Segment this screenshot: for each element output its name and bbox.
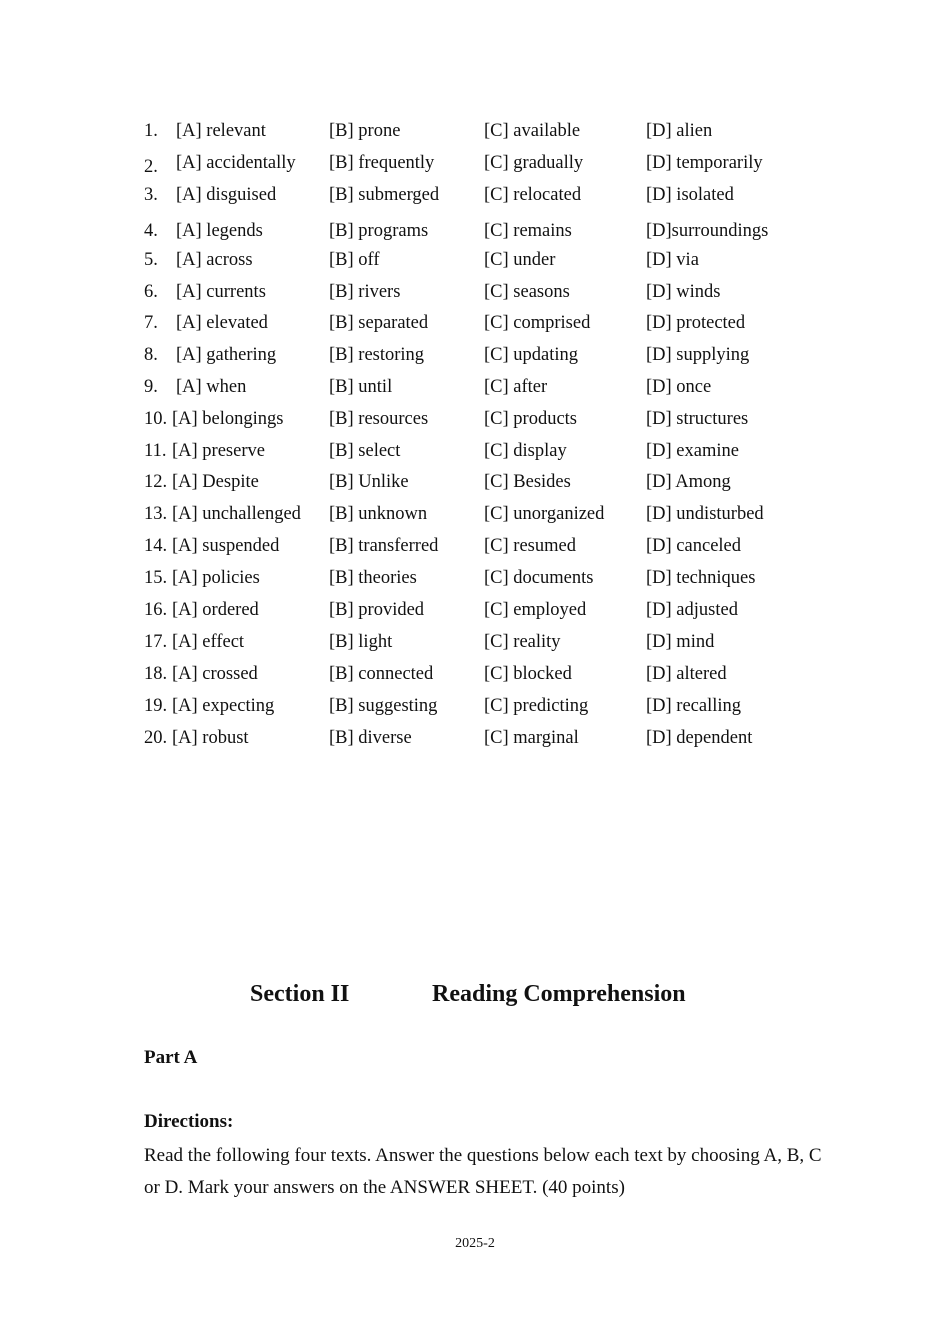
option-c: [C] unorganized	[484, 504, 605, 524]
question-row	[0, 406, 950, 432]
section-label: Section II	[250, 981, 350, 1007]
option-d: [D] techniques	[646, 568, 756, 588]
option-a: [A] elevated	[176, 313, 268, 333]
question-row	[0, 501, 950, 527]
option-a: [A] gathering	[176, 345, 277, 365]
option-a: [A] suspended	[172, 536, 280, 556]
option-a: [A] robust	[172, 728, 249, 748]
question-row	[0, 342, 950, 368]
option-b: [B] prone	[329, 121, 401, 141]
option-b: [B] resources	[329, 409, 429, 429]
option-a: [A] relevant	[176, 121, 266, 141]
question-number: 7.	[144, 313, 158, 333]
question-row	[0, 118, 950, 144]
question-row	[0, 310, 950, 336]
question-row	[0, 247, 950, 273]
option-b: [B] frequently	[329, 153, 435, 173]
page-number: 2025-2	[455, 1236, 495, 1251]
question-number: 14.	[144, 536, 168, 556]
option-c: [C] display	[484, 441, 567, 461]
option-a: [A] legends	[176, 221, 263, 241]
directions-text: Read the following four texts. Answer the questions below each text by choosing A, B, C or D. Mark your answers on the ANSWER SHEET. (40 points)	[144, 1145, 822, 1198]
option-c: [C] blocked	[484, 664, 572, 684]
question-number: 6.	[144, 282, 158, 302]
option-b: [B] transferred	[329, 536, 439, 556]
option-c: [C] gradually	[484, 153, 584, 173]
option-b: [B] diverse	[329, 728, 412, 748]
option-d: [D] Among	[646, 472, 731, 492]
option-a: [A] ordered	[172, 600, 259, 620]
option-d: [D] supplying	[646, 345, 750, 365]
option-b: [B] submerged	[329, 185, 440, 205]
option-b: [B] provided	[329, 600, 425, 620]
option-b: [B] theories	[329, 568, 417, 588]
question-number: 13.	[144, 504, 168, 524]
option-a: [A] preserve	[172, 441, 265, 461]
question-number: 4.	[144, 221, 158, 241]
question-row	[0, 597, 950, 623]
option-b: [B] suggesting	[329, 696, 438, 716]
question-row	[0, 661, 950, 687]
option-d: [D] adjusted	[646, 600, 738, 620]
question-row	[0, 374, 950, 400]
question-number: 15.	[144, 568, 168, 588]
option-b: [B] light	[329, 632, 393, 652]
option-d: [D] examine	[646, 441, 739, 461]
option-b: [B] select	[329, 441, 401, 461]
question-row	[0, 279, 950, 305]
option-c: [C] reality	[484, 632, 561, 652]
option-a: [A] unchallenged	[172, 504, 301, 524]
option-c: [C] relocated	[484, 185, 582, 205]
option-a: [A] disguised	[176, 185, 277, 205]
option-b: [B] connected	[329, 664, 434, 684]
option-a: [A] when	[176, 377, 247, 397]
option-a: [A] across	[176, 250, 253, 270]
question-number: 3.	[144, 185, 158, 205]
option-b: [B] rivers	[329, 282, 401, 302]
option-c: [C] remains	[484, 221, 572, 241]
question-number: 2.	[144, 157, 158, 177]
question-number: 8.	[144, 345, 158, 365]
option-c: [C] marginal	[484, 728, 579, 748]
question-row	[0, 438, 950, 464]
question-number: 1.	[144, 121, 158, 141]
question-number: 10.	[144, 409, 168, 429]
option-d: [D] mind	[646, 632, 715, 652]
option-d: [D] via	[646, 250, 699, 270]
option-c: [C] Besides	[484, 472, 571, 492]
question-number: 16.	[144, 600, 168, 620]
option-b: [B] programs	[329, 221, 429, 241]
option-d: [D] dependent	[646, 728, 753, 748]
option-d: [D] temporarily	[646, 153, 763, 173]
option-b: [B] unknown	[329, 504, 428, 524]
option-d: [D] undisturbed	[646, 504, 764, 524]
option-b: [B] separated	[329, 313, 429, 333]
option-a: [A] Despite	[172, 472, 259, 492]
option-c: [C] predicting	[484, 696, 589, 716]
option-c: [C] updating	[484, 345, 579, 365]
question-row	[0, 218, 950, 244]
question-number: 12.	[144, 472, 168, 492]
question-number: 9.	[144, 377, 158, 397]
option-a: [A] effect	[172, 632, 245, 652]
part-label: Part A	[144, 1047, 198, 1068]
question-row	[0, 533, 950, 559]
option-c: [C] available	[484, 121, 581, 141]
option-d: [D] isolated	[646, 185, 734, 205]
option-c: [C] under	[484, 250, 556, 270]
option-d: [D] canceled	[646, 536, 742, 556]
option-d: [D] winds	[646, 282, 721, 302]
question-row	[0, 693, 950, 719]
section-title: Reading Comprehension	[432, 981, 686, 1007]
question-row	[0, 565, 950, 591]
option-d: [D] recalling	[646, 696, 742, 716]
option-a: [A] policies	[172, 568, 260, 588]
option-b: [B] Unlike	[329, 472, 409, 492]
option-c: [C] comprised	[484, 313, 591, 333]
option-b: [B] restoring	[329, 345, 425, 365]
option-a: [A] accidentally	[176, 153, 296, 173]
question-row	[0, 469, 950, 495]
option-d: [D] alien	[646, 121, 713, 141]
option-c: [C] products	[484, 409, 577, 429]
option-a: [A] currents	[176, 282, 266, 302]
question-row	[0, 182, 950, 208]
option-d: [D] altered	[646, 664, 727, 684]
option-c: [C] seasons	[484, 282, 570, 302]
option-a: [A] crossed	[172, 664, 258, 684]
option-d: [D] once	[646, 377, 712, 397]
option-b: [B] off	[329, 250, 380, 270]
directions-label: Directions:	[144, 1111, 234, 1132]
question-number: 11.	[144, 441, 167, 461]
question-number: 17.	[144, 632, 168, 652]
option-b: [B] until	[329, 377, 393, 397]
option-d: [D] protected	[646, 313, 746, 333]
option-c: [C] employed	[484, 600, 587, 620]
option-d: [D]surroundings	[646, 221, 769, 241]
question-number: 18.	[144, 664, 168, 684]
section-heading	[0, 978, 950, 1010]
option-d: [D] structures	[646, 409, 749, 429]
option-c: [C] after	[484, 377, 548, 397]
option-c: [C] resumed	[484, 536, 576, 556]
question-row	[0, 725, 950, 751]
option-a: [A] belongings	[172, 409, 284, 429]
option-c: [C] documents	[484, 568, 594, 588]
question-row	[0, 629, 950, 655]
question-row	[0, 150, 950, 176]
question-number: 19.	[144, 696, 168, 716]
question-number: 20.	[144, 728, 168, 748]
question-number: 5.	[144, 250, 158, 270]
option-a: [A] expecting	[172, 696, 275, 716]
